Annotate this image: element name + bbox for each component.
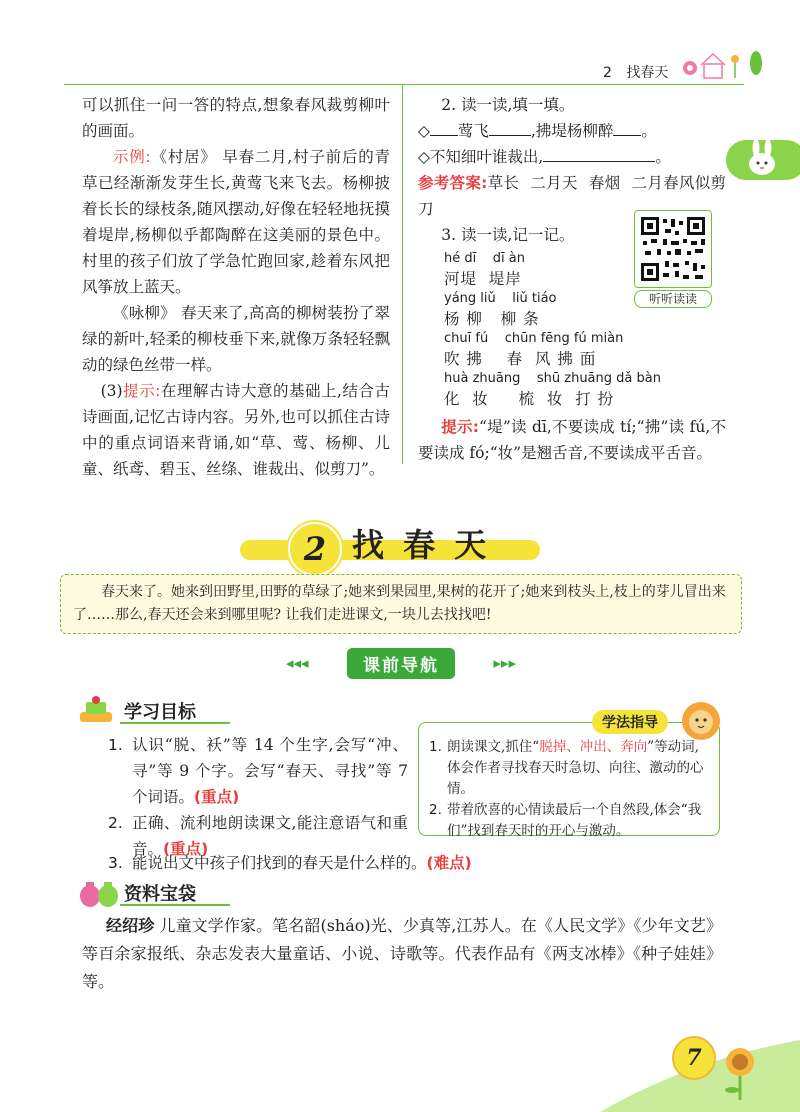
answer-text: 草长 二月天 春烟 二月春风似剪刀 [418, 174, 726, 218]
pinyin: yáng liǔ liǔ tiáo [444, 291, 557, 306]
method-text: 带着欣喜的心情读最后一个自然段,体会“我们”找到春天时的开心与激动。 [447, 802, 702, 839]
goal-text: 正确、流利地朗读课文,能注意语气和重音。 [132, 814, 408, 858]
method-content [419, 723, 719, 842]
goal-no: 1. [108, 736, 123, 754]
goals-title-underline [120, 722, 230, 724]
method-text: ”等动词,体会作者寻找春天时急切、向往、激动的心情。 [447, 739, 704, 797]
resource-body [82, 912, 722, 996]
nav-label: 课前导航 [347, 648, 455, 679]
q2-line2-b: 。 [655, 148, 671, 166]
tip-label: 提示: [122, 382, 161, 400]
method-highlight: 脱掉、冲出、奔向 [539, 739, 648, 755]
rabbit-icon [722, 136, 800, 184]
header-rule [64, 84, 744, 85]
lesson-title: 找 春 天 [352, 526, 491, 564]
goal-tag: (难点) [426, 854, 472, 872]
nav-right-arrows: ▸▸▸ [493, 654, 516, 672]
goal-no: 2. [108, 814, 123, 832]
resource-bag-icon [76, 876, 120, 910]
fill-blank[interactable] [489, 119, 531, 136]
hanzi: 河堤 堤岸 [444, 270, 522, 288]
method-box [418, 722, 720, 839]
hanzi: 吹 拂 春 风 拂 面 [444, 350, 597, 368]
author-name: 经绍珍 [106, 916, 155, 935]
method-no: 2. [429, 802, 442, 818]
lesson-number: 2 [303, 530, 327, 568]
method-no: 1. [429, 739, 442, 755]
left-para1: 可以抓住一问一答的特点,想象春风裁剪柳叶的画面。 [82, 96, 390, 140]
word-item [444, 290, 634, 330]
goal-text: 能说出文中孩子们找到的春天是什么样的。 [132, 854, 427, 872]
goal-no: 3. [108, 854, 123, 872]
right-tip-block [418, 414, 726, 466]
intro-box [60, 574, 742, 634]
method-text: 朗读课文,抓住“ [447, 739, 540, 755]
nav-section [286, 648, 516, 678]
q2-line1 [418, 118, 726, 144]
q3-title: 3. 读一读,记一记。 [441, 226, 575, 244]
resource-title-underline [120, 904, 230, 906]
right-tip-label: 提示: [441, 418, 479, 436]
fill-blank[interactable] [613, 119, 641, 136]
word-list [444, 250, 661, 410]
goals-title: 学习目标 [124, 702, 196, 723]
tip-block [82, 378, 390, 482]
page-number: 7 [686, 1045, 702, 1071]
q2-line1-b: 莺飞 [457, 122, 489, 140]
method-item [429, 800, 709, 842]
q2-line1-d: 。 [641, 122, 657, 140]
hanzi: 杨 柳 柳 条 [444, 310, 540, 328]
goal-tag: (重点) [163, 840, 209, 858]
left-column [82, 92, 390, 482]
answer-label: 参考答案: [418, 174, 488, 192]
right-tip-text: “堤”读 dī,不要读成 tí;“拂”读 fú,不要读成 fó;“妆”是翘舌音,不要读成平舌音。 [418, 418, 727, 462]
qr-block[interactable] [634, 210, 712, 308]
fill-blank[interactable] [543, 145, 655, 162]
pinyin: chuī fú chūn fēng fú miàn [444, 331, 624, 346]
goal-tag: (重点) [194, 788, 240, 806]
tip-prefix: (3) [100, 382, 123, 400]
method-title: 学法指导 [592, 710, 668, 734]
pinyin: hé dī dī àn [444, 251, 525, 266]
example2-text: 《咏柳》 春天来了,高高的柳树装扮了翠绿的新叶,轻柔的柳枝垂下来,就像万条轻轻飘动的绿色丝带一样。 [82, 304, 390, 374]
q2-line2 [418, 144, 726, 170]
nav-left-arrows: ◂◂◂ [286, 654, 309, 672]
pinyin: huà zhuāng shū zhuāng dǎ bàn [444, 371, 661, 386]
method-item [429, 737, 709, 800]
qr-code-icon[interactable] [634, 210, 712, 288]
q2-line1-bullet: ◇ [418, 122, 430, 140]
word-item [444, 250, 634, 290]
sunflower-icon [718, 1044, 762, 1102]
goal-item [108, 732, 408, 810]
word-item [444, 330, 634, 370]
intro-text: 春天来了。她来到田野里,田野的草绿了;她来到果园里,果树的花开了;她来到枝头上,枝上的芽儿冒出来了……那么,春天还会来到哪里呢? 让我们走进课文,一块儿去找找吧! [73, 584, 726, 623]
q2-title: 2. 读一读,填一填。 [441, 96, 575, 114]
q2-line1-c: ,拂堤杨柳醉 [530, 122, 614, 140]
qr-caption: 听听读读 [634, 290, 712, 308]
goal-text: 认识“脱、袄”等 14 个生字,会写“冲、寻”等 9 个字。会写“春天、寻找”等 7 个词语。 [132, 736, 408, 806]
tip-text: 在理解古诗大意的基础上,结合古诗画面,记忆古诗内容。另外,也可以抓住古诗中的重点词语来背诵,如“草、莺、杨柳、儿童、纸鸢、碧玉、丝绦、谁裁出、似剪刀”。 [82, 382, 390, 478]
header-lesson-name: 找春天 [626, 65, 669, 81]
page-number-badge [672, 1036, 716, 1080]
lion-icon [680, 700, 722, 742]
header-lesson-no: 2 [603, 65, 612, 81]
q2-line2-a: ◇不知细叶谁裁出, [418, 148, 544, 166]
lesson-number-badge [288, 522, 342, 576]
example-label: 示例: [113, 148, 151, 166]
goals-list [108, 732, 408, 862]
resource-title: 资料宝袋 [124, 884, 196, 905]
example-block [82, 144, 390, 300]
author-bio: 儿童文学作家。笔名韶(sháo)光、少真等,江苏人。在《人民文学》《少年文艺》等百余家报纸、杂志发表大量童话、小说、诗歌等。代表作品有《两支冰棒》《种子娃娃》等。 [82, 916, 722, 991]
word-item [444, 370, 661, 410]
header-decoration-icon [680, 46, 770, 82]
column-divider [402, 84, 403, 464]
running-header [603, 62, 668, 82]
example-text: 《村居》 早春二月,村子前后的青草已经渐渐发芽生长,黄莺飞来飞去。杨柳披着长长的绿枝条,随风摆动,好像在轻轻地抚摸着堤岸,杨柳似乎都陶醉在这美丽的景色中。村里的孩子们放了学急忙跑回家,趁着东风把风筝放上蓝天。 [82, 148, 390, 296]
fill-blank[interactable] [430, 119, 458, 136]
hanzi: 化 妆 梳 妆 打 扮 [444, 390, 615, 408]
goal-item [108, 850, 628, 876]
goals-icon [76, 694, 116, 726]
